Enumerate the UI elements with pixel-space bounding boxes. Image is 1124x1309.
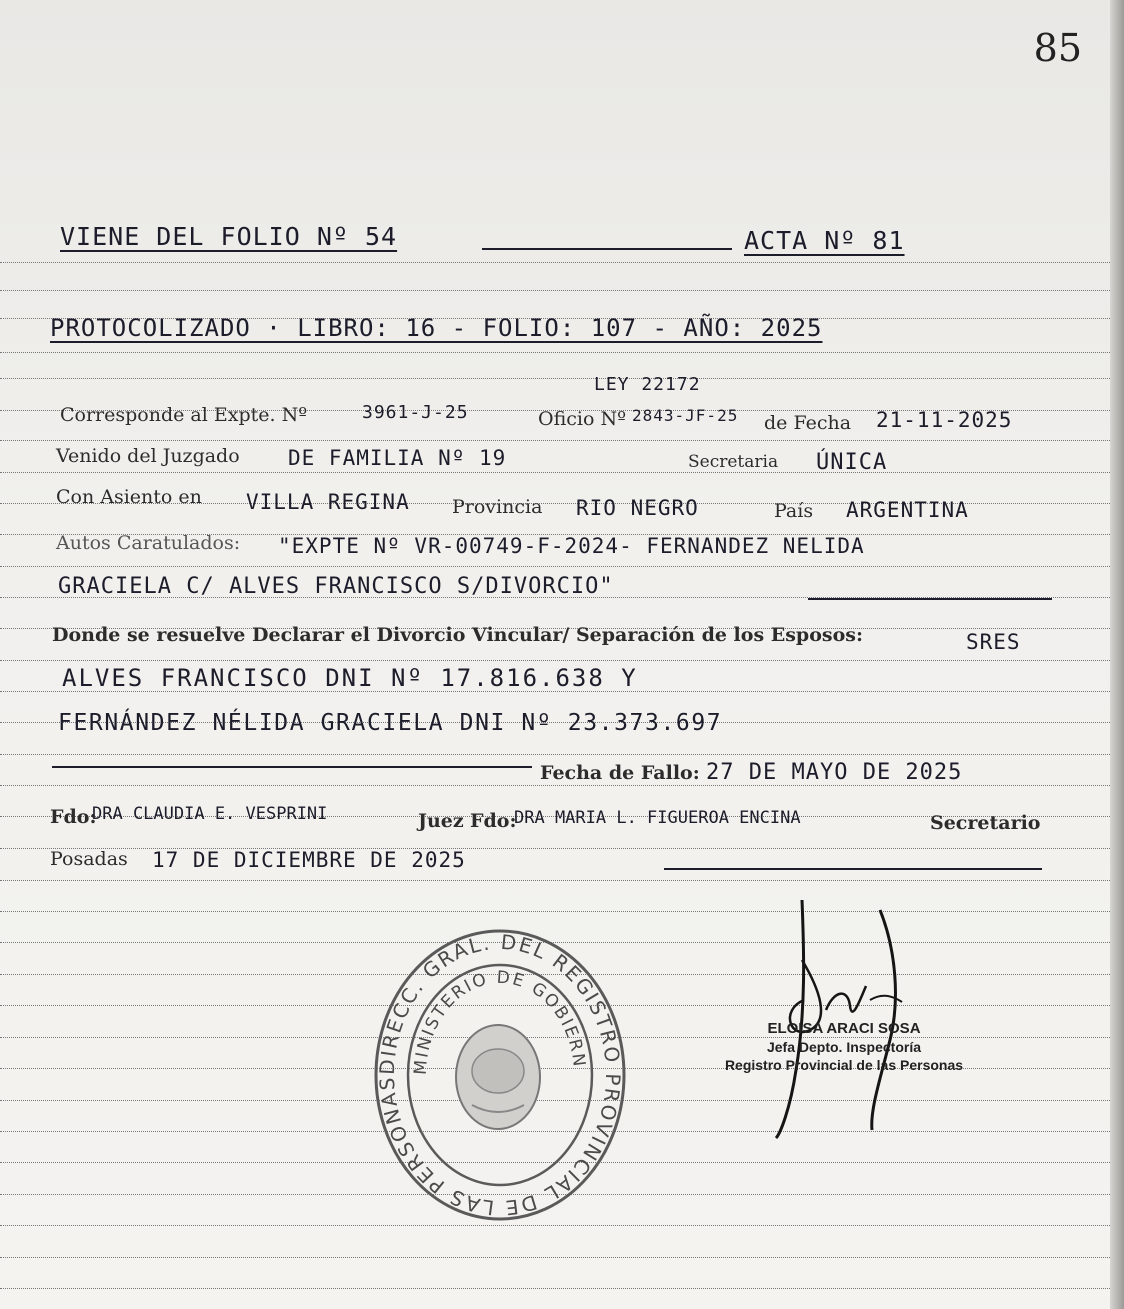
fecha-value: 21-11-2025 <box>876 408 1013 432</box>
page-number: 85 <box>1033 26 1082 70</box>
ruled-line <box>0 290 1110 291</box>
ruled-line <box>0 566 1110 567</box>
viene-del-folio: VIENE DEL FOLIO Nº 54 <box>60 222 398 251</box>
fill-line <box>52 766 532 768</box>
fecha-label: de Fecha <box>764 412 852 434</box>
autos-line2: GRACIELA C/ ALVES FRANCISCO S/DIVORCIO" <box>58 574 614 599</box>
ruled-line <box>0 1288 1110 1289</box>
fill-line <box>482 248 732 250</box>
page-edge <box>1110 0 1124 1309</box>
esposa-line: FERNÁNDEZ NÉLIDA GRACIELA DNI Nº 23.373.697 <box>58 710 723 736</box>
ruled-line <box>0 1257 1110 1258</box>
ruled-line <box>0 880 1110 881</box>
autos-line1: "EXPTE Nº VR-00749-F-2024- FERNANDEZ NELIDA <box>278 534 865 558</box>
stamp-inner-text: MINISTERIO DE GOBIERN <box>410 967 589 1076</box>
signer-name: ELOISA ARACI SOSA <box>767 1020 921 1037</box>
acta-number: ACTA Nº 81 <box>744 226 905 255</box>
handwritten-signature <box>730 890 930 1140</box>
asiento-value: VILLA REGINA <box>246 490 410 514</box>
stamp-outer-text: DIRECC. GRAL. DEL REGISTRO PROVINCIAL DE LAS PERSONAS <box>374 929 626 1221</box>
protocolizado-line: PROTOCOLIZADO · LIBRO: 16 - FOLIO: 107 - AÑO: 2025 <box>50 314 823 342</box>
lugar-fecha: 17 DE DICIEMBRE DE 2025 <box>152 848 466 872</box>
ruled-line <box>0 262 1110 263</box>
esposo-line: ALVES FRANCISCO DNI Nº 17.816.638 Y <box>62 664 638 692</box>
ley-note: LEY 22172 <box>594 374 701 395</box>
ruled-line <box>0 472 1110 473</box>
juez-value: DRA CLAUDIA E. VESPRINI <box>92 804 328 824</box>
secretaria-label: Secretaria <box>688 452 779 472</box>
fill-line <box>664 868 1042 870</box>
ruled-line <box>0 785 1110 786</box>
secretario-value: DRA MARIA L. FIGUEROA ENCINA <box>514 808 801 828</box>
ruled-line <box>0 440 1110 441</box>
ruled-line <box>0 378 1110 379</box>
ruled-line <box>0 754 1110 755</box>
signer-office: Registro Provincial de las Personas <box>724 1057 964 1073</box>
fill-line <box>808 598 1052 600</box>
asiento-label: Con Asiento en <box>56 486 202 508</box>
juez-label: Juez <box>418 810 464 832</box>
ruled-line <box>0 352 1110 353</box>
expte-value: 3961-J-25 <box>362 402 469 423</box>
expte-label: Corresponde al Expte. Nº <box>60 404 308 426</box>
fallo-value: 27 DE MAYO DE 2025 <box>706 760 963 785</box>
autos-label: Autos Caratulados: <box>56 532 241 554</box>
oficio-value: 2843-JF-25 <box>632 406 739 425</box>
pais-value: ARGENTINA <box>846 498 969 522</box>
oficio-label: Oficio Nº <box>538 408 627 430</box>
provincia-value: RIO NEGRO <box>576 496 699 520</box>
provincia-label: Provincia <box>452 496 543 518</box>
fallo-label: Fecha de Fallo: <box>540 762 700 784</box>
juzgado-value: DE FAMILIA Nº 19 <box>288 446 507 470</box>
lugar-label: Posadas <box>50 848 128 870</box>
secretaria-value: ÚNICA <box>816 450 888 475</box>
juzgado-label: Venido del Juzgado <box>56 445 240 467</box>
signer-role: Jefa Depto. Inspectoría <box>766 1039 922 1055</box>
pais-label: País <box>774 500 814 522</box>
secretario-label: Secretario <box>930 812 1041 834</box>
official-stamp <box>360 905 640 1235</box>
signer-block <box>694 1020 994 1074</box>
fdo-label: Fdo: <box>50 806 97 828</box>
resuelve-value: SRES <box>966 630 1021 654</box>
coat-of-arms-icon <box>456 1025 540 1129</box>
resuelve-label: Donde se resuelve Declarar el Divorcio Vincular/ Separación de los Esposos: <box>52 624 863 646</box>
ruled-line <box>0 660 1110 661</box>
fdo2-label: Fdo: <box>470 810 517 832</box>
